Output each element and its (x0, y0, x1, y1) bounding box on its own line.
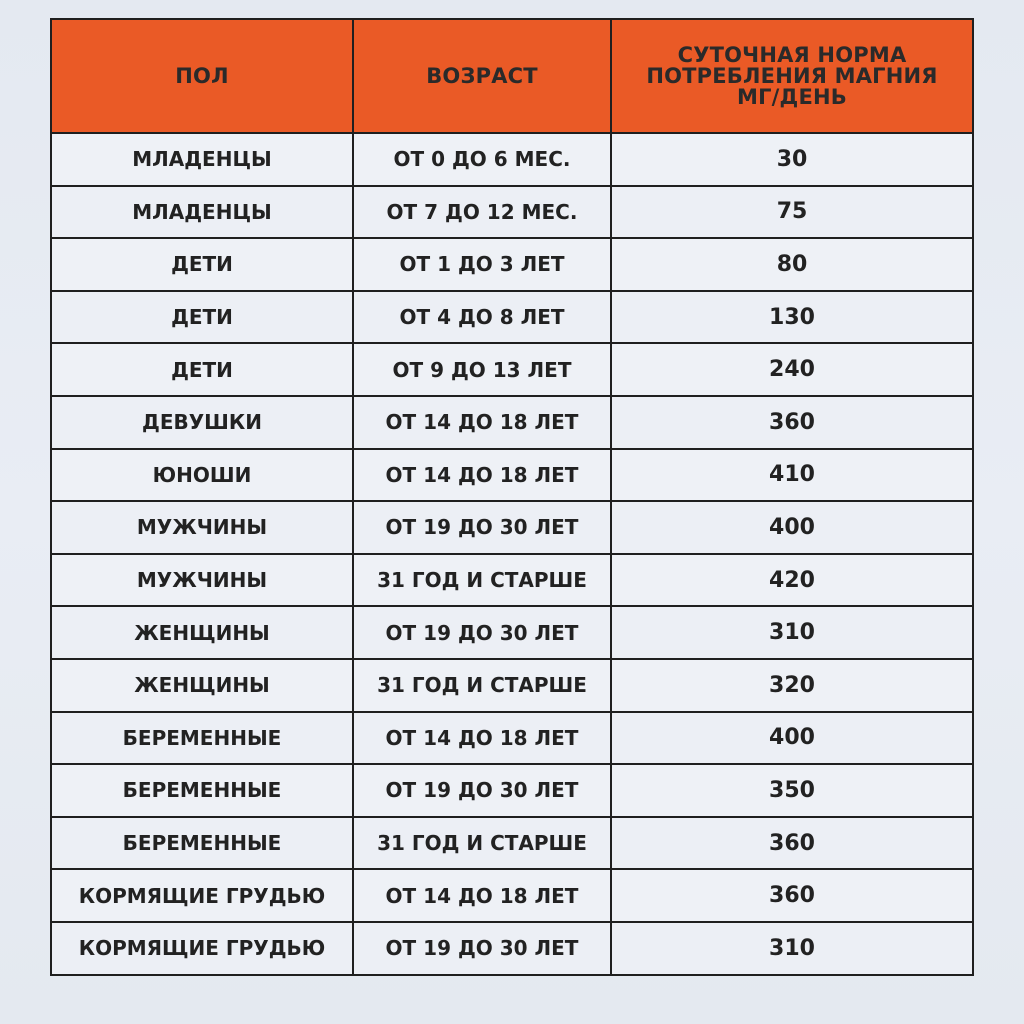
table-body (51, 133, 973, 975)
cell-value: 360 (611, 817, 973, 870)
cell-sex: ЖЕНЩИНЫ (51, 659, 353, 712)
cell-value: 410 (611, 449, 973, 502)
cell-value: 400 (611, 501, 973, 554)
cell-age: ОТ 7 ДО 12 МЕС. (353, 186, 611, 239)
cell-age: ОТ 9 ДО 13 ЛЕТ (353, 343, 611, 396)
table-row (51, 238, 973, 291)
cell-value: 240 (611, 343, 973, 396)
cell-value: 30 (611, 133, 973, 186)
cell-sex: КОРМЯЩИЕ ГРУДЬЮ (51, 922, 353, 975)
table-row (51, 291, 973, 344)
table-row (51, 712, 973, 765)
cell-age: ОТ 1 ДО 3 ЛЕТ (353, 238, 611, 291)
cell-age: 31 ГОД И СТАРШЕ (353, 817, 611, 870)
cell-value: 320 (611, 659, 973, 712)
cell-sex: ДЕТИ (51, 291, 353, 344)
cell-age: ОТ 4 ДО 8 ЛЕТ (353, 291, 611, 344)
cell-sex: МЛАДЕНЦЫ (51, 186, 353, 239)
cell-sex: МУЖЧИНЫ (51, 554, 353, 607)
table-header (51, 19, 973, 133)
table-row (51, 922, 973, 975)
cell-sex: МЛАДЕНЦЫ (51, 133, 353, 186)
table-row (51, 501, 973, 554)
table-row (51, 606, 973, 659)
header-row (51, 19, 973, 133)
magnesium-norm-table (50, 18, 974, 976)
header-norm-line3: МГ/ДЕНЬ (737, 84, 847, 109)
table-row (51, 764, 973, 817)
cell-age: ОТ 14 ДО 18 ЛЕТ (353, 869, 611, 922)
cell-value: 400 (611, 712, 973, 765)
table-row (51, 817, 973, 870)
cell-sex: БЕРЕМЕННЫЕ (51, 764, 353, 817)
cell-age: ОТ 19 ДО 30 ЛЕТ (353, 764, 611, 817)
cell-sex: КОРМЯЩИЕ ГРУДЬЮ (51, 869, 353, 922)
cell-age: ОТ 19 ДО 30 ЛЕТ (353, 922, 611, 975)
header-sex: ПОЛ (51, 19, 353, 133)
cell-value: 360 (611, 396, 973, 449)
table-row (51, 554, 973, 607)
cell-value: 75 (611, 186, 973, 239)
cell-sex: БЕРЕМЕННЫЕ (51, 712, 353, 765)
cell-sex: ДЕТИ (51, 343, 353, 396)
table-row (51, 396, 973, 449)
cell-value: 360 (611, 869, 973, 922)
cell-age: ОТ 14 ДО 18 ЛЕТ (353, 712, 611, 765)
table-row (51, 133, 973, 186)
header-norm (611, 19, 973, 133)
cell-sex: ЖЕНЩИНЫ (51, 606, 353, 659)
header-norm-line2: ПОТРЕБЛЕНИЯ МАГНИЯ (646, 63, 938, 88)
cell-sex: ЮНОШИ (51, 449, 353, 502)
cell-value: 350 (611, 764, 973, 817)
cell-value: 310 (611, 606, 973, 659)
cell-sex: МУЖЧИНЫ (51, 501, 353, 554)
cell-value: 130 (611, 291, 973, 344)
cell-age: ОТ 14 ДО 18 ЛЕТ (353, 449, 611, 502)
cell-age: 31 ГОД И СТАРШЕ (353, 659, 611, 712)
cell-sex: ДЕВУШКИ (51, 396, 353, 449)
cell-age: ОТ 19 ДО 30 ЛЕТ (353, 501, 611, 554)
cell-value: 80 (611, 238, 973, 291)
cell-age: ОТ 0 ДО 6 МЕС. (353, 133, 611, 186)
cell-value: 310 (611, 922, 973, 975)
table-row (51, 343, 973, 396)
header-age: ВОЗРАСТ (353, 19, 611, 133)
cell-age: ОТ 19 ДО 30 ЛЕТ (353, 606, 611, 659)
cell-sex: ДЕТИ (51, 238, 353, 291)
table-row (51, 186, 973, 239)
header-norm-line1: СУТОЧНАЯ НОРМА (677, 42, 907, 67)
cell-value: 420 (611, 554, 973, 607)
cell-age: ОТ 14 ДО 18 ЛЕТ (353, 396, 611, 449)
table-row (51, 869, 973, 922)
table-row (51, 659, 973, 712)
cell-age: 31 ГОД И СТАРШЕ (353, 554, 611, 607)
cell-sex: БЕРЕМЕННЫЕ (51, 817, 353, 870)
table-row (51, 449, 973, 502)
